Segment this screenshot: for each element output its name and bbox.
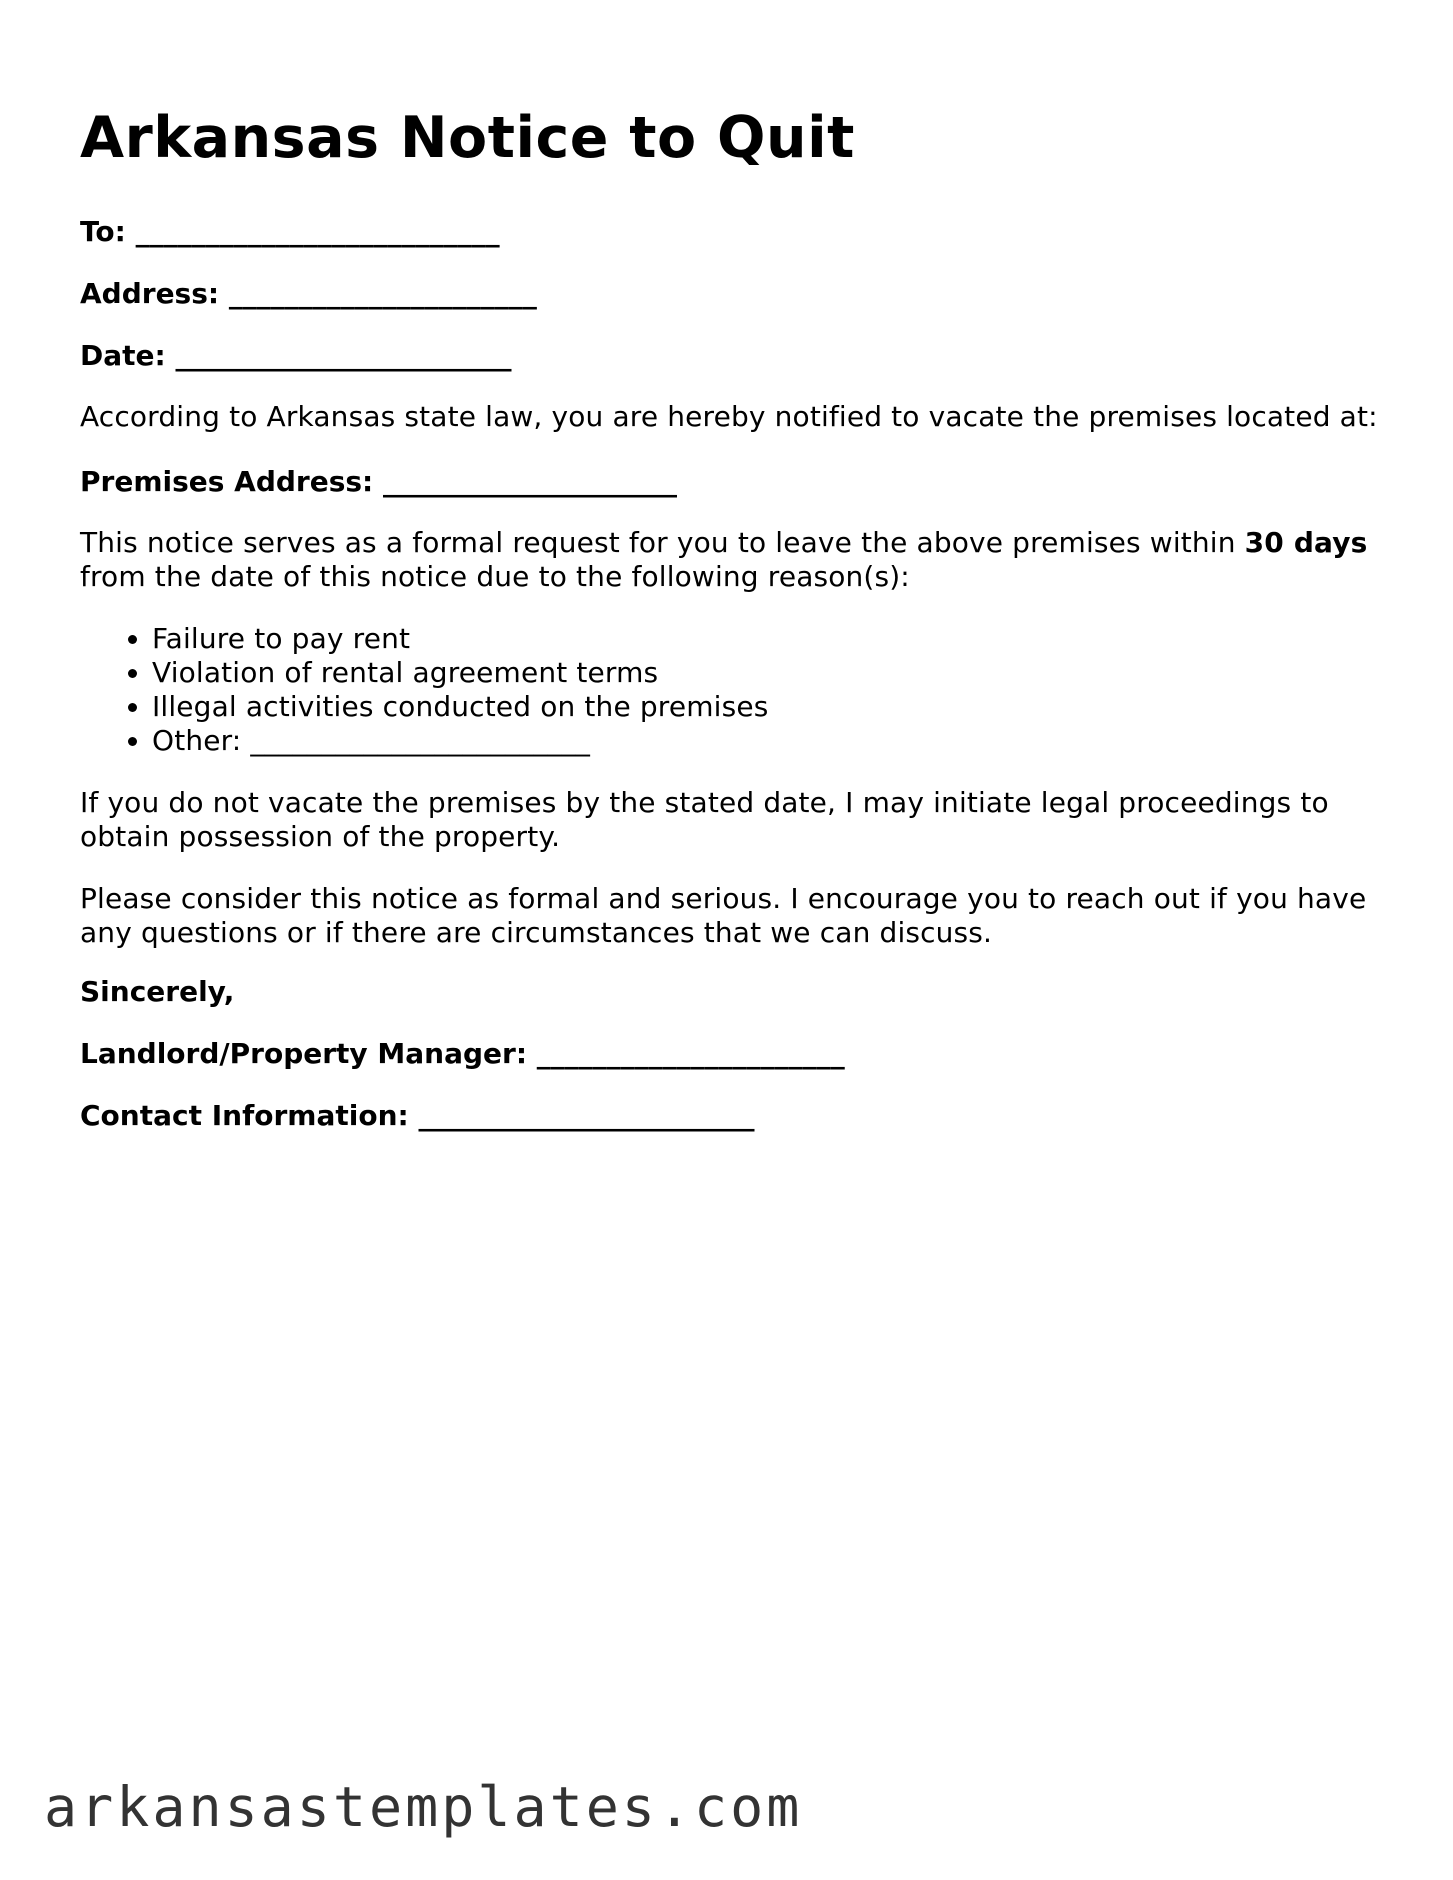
date-label: Date:: [80, 339, 166, 372]
request-text-after: from the date of this notice due to the following reason(s):: [80, 560, 910, 593]
contact-label: Contact Information:: [80, 1099, 409, 1132]
to-blank[interactable]: __________________________: [135, 215, 500, 248]
premises-blank[interactable]: _____________________: [383, 465, 677, 498]
reasons-list: [80, 622, 1380, 758]
intro-paragraph: According to Arkansas state law, you are hereby notified to vacate the premises located at:: [80, 400, 1378, 433]
reason-item-other[interactable]: • Other: ________________________: [152, 724, 1380, 758]
legal-paragraph: If you do not vacate the premises by the stated date, I may initiate legal proceedings to obtain possession of the property.: [80, 786, 1329, 853]
landlord-label: Landlord/Property Manager:: [80, 1037, 528, 1070]
contact-blank[interactable]: ________________________: [418, 1099, 755, 1132]
consider-paragraph: Please consider this notice as formal and serious. I encourage you to reach out if you have any questions or if there are circumstances that we can discuss.: [80, 882, 1367, 949]
address-label: Address:: [80, 277, 220, 310]
request-paragraph: [80, 526, 1380, 594]
to-field: [80, 212, 1380, 252]
reason-item: • Violation of rental agreement terms: [152, 656, 1380, 690]
site-watermark: arkansastemplates.com: [44, 1775, 803, 1839]
landlord-blank[interactable]: ______________________: [536, 1037, 845, 1070]
premises-label: Premises Address:: [80, 465, 374, 498]
closing: Sincerely,: [80, 975, 235, 1008]
reason-item: • Illegal activities conducted on the premises: [152, 690, 1380, 724]
premises-field: [80, 462, 1380, 502]
notice-document: [80, 98, 1380, 1136]
document-title: Arkansas Notice to Quit: [80, 105, 855, 171]
date-blank[interactable]: ________________________: [175, 339, 512, 372]
reason-item: • Failure to pay rent: [152, 622, 1380, 656]
request-text-before: This notice serves as a formal request for you to leave the above premises within: [80, 526, 1245, 559]
to-label: To:: [80, 215, 126, 248]
notice-period: 30 days: [1244, 526, 1368, 559]
contact-field: [80, 1096, 1380, 1136]
date-field: [80, 336, 1380, 376]
landlord-field: [80, 1034, 1380, 1074]
address-field: [80, 274, 1380, 314]
address-blank[interactable]: ______________________: [228, 277, 537, 310]
